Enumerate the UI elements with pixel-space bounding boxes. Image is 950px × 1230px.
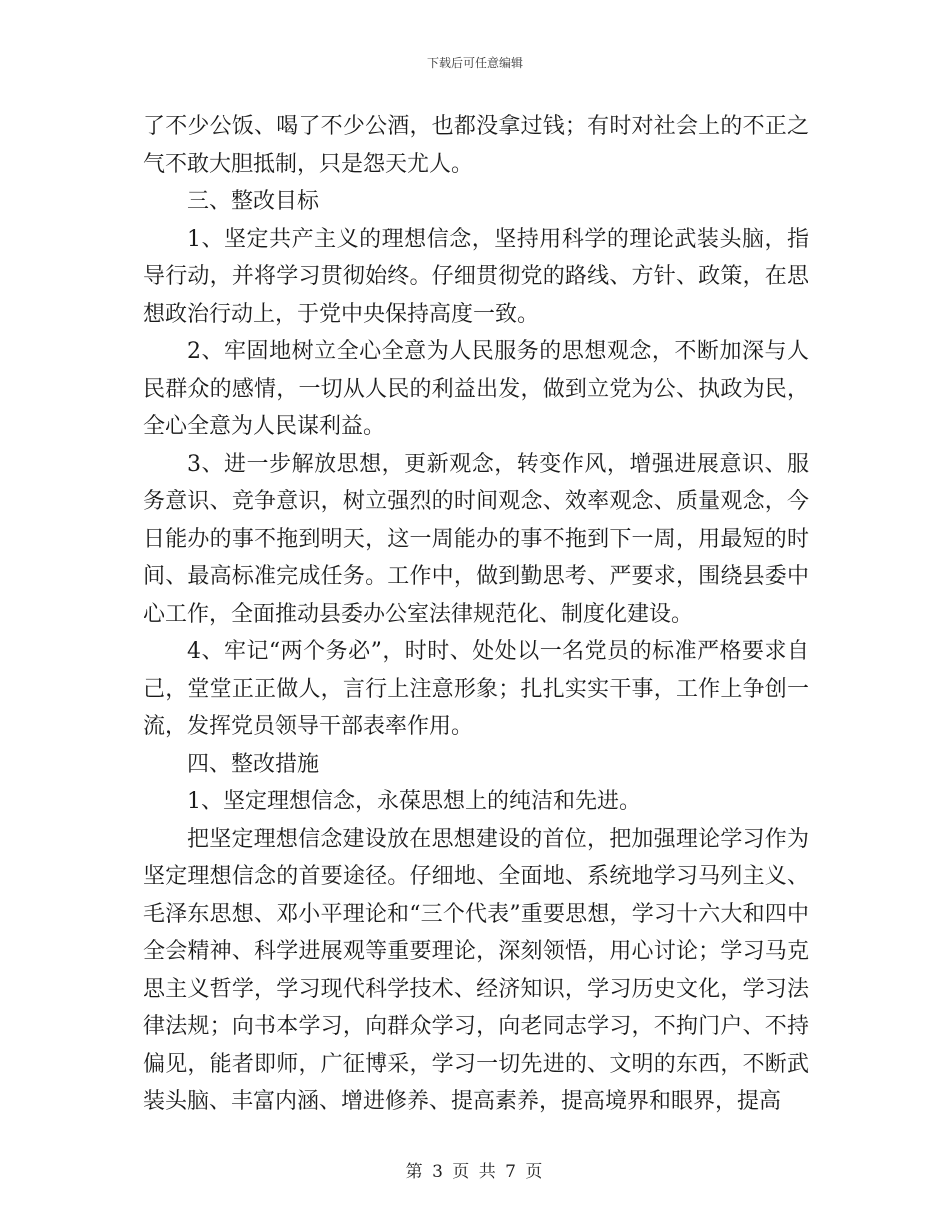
section-heading: 三、整改目标: [187, 189, 320, 214]
page-footer: 第 3 页 共 7 页: [405, 1162, 545, 1182]
paragraph: 3、进一步解放思想，更新观念，转变作风，增强进展意识、服务意识、竞争意识，树立强烈的时间观念、效率观念、质量观念，今日能办的事不拖到明天，这一周能办的事不拖到下一周，用最短的时间、最高标准完成任务。工作中，做到勤思考、严要求，围绕县委中心工作，全面推动县委办公室法律规范化、制度化建设。: [143, 451, 809, 627]
paragraph: 4、牢记“两个务必”，时时、处处以一名党员的标准严格要求自己，堂堂正正做人，言行上注意形象；扎扎实实干事，工作上争创一流，发挥党员领导干部表率作用。: [143, 639, 809, 739]
page-header: 下载后可任意编辑: [426, 56, 523, 70]
paragraph: 1、坚定共产主义的理想信念，坚持用科学的理论武装头脑，指导行动，并将学习贯彻始终。仔细贯彻党的路线、方针、政策，在思想政治行动上，于党中央保持高度一致。: [143, 226, 809, 327]
subsection-heading: 1、坚定理想信念，永葆思想上的纯洁和先进。: [187, 789, 641, 814]
paragraph: 把坚定理想信念建设放在思想建设的首位，把加强理论学习作为坚定理想信念的首要途径。仔细地、全面地、系统地学习马列主义、毛泽东思想、邓小平理论和“三个代表”重要思想，学习十六大和四中全会精神、科学进展观等重要理论，深刻领悟，用心讨论；学习马克思主义哲学，学习现代科学技术、经济知识，学习历史文化，学习法律法规；向书本学习，向群众学习，向老同志学习，不拘门户、不持偏见，能者即师，广征博采，学习一切先进的、文明的东西，不断武装头脑、丰富内涵、增进修养、提高素养，提高境界和眼界，提高: [143, 826, 809, 1114]
paragraph: 2、牢固地树立全心全意为人民服务的思想观念，不断加深与人民群众的感情，一切从人民的利益出发，做到立党为公、执政为民，全心全意为人民谋利益。: [143, 339, 809, 439]
document-body: [143, 108, 809, 1121]
paragraph: 了不少公饭、喝了不少公酒，也都没拿过钱；有时对社会上的不正之气不敢大胆抵制，只是怨天尤人。: [143, 114, 809, 177]
section-heading: 四、整改措施: [187, 751, 320, 777]
